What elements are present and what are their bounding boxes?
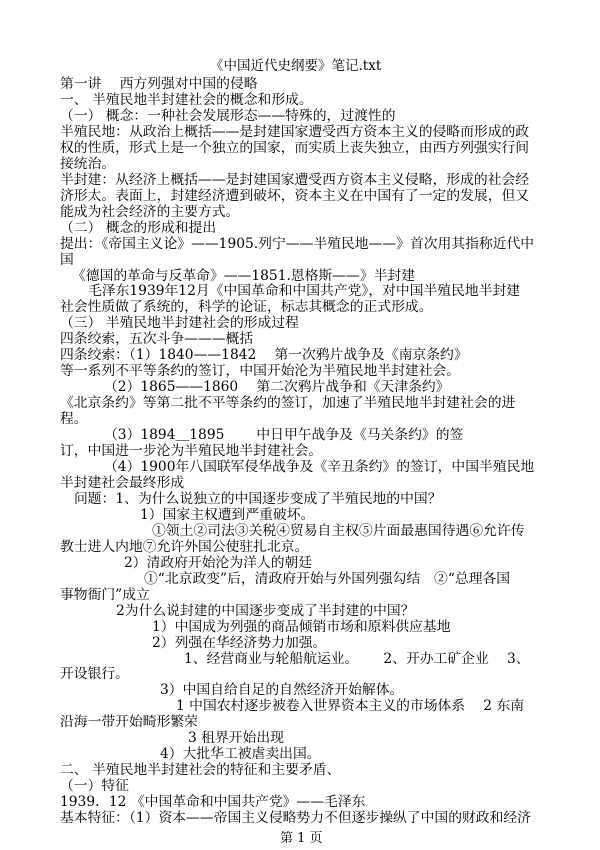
text-line: 教士进人内地⑦允许外国公使驻扎北京。 — [60, 538, 309, 555]
text-line: 《德国的革命与反革命》——1851.恩格斯——》半封建 — [72, 267, 416, 284]
text-line: 1939．12 《中国革命和中国共产党》——毛泽东 — [60, 794, 366, 811]
text-line: 沿海一带开始畸形繁荣 — [60, 714, 198, 731]
text-line: （4）1900年八国联军侵华战争及《辛丑条约》的签订，中国半殖民地 — [104, 459, 535, 475]
page-number: 第 1 页 — [280, 831, 323, 846]
text-line: 开设银行。 — [60, 666, 129, 683]
text-line: 1 中国农村逐步被卷入世界资本主义的市场体系 2 东南 — [176, 698, 525, 715]
text-line: （3）1894＿1895 中日甲午战争及《马关条约》的签 — [104, 427, 464, 444]
text-line: 等一系列不平等条约的签订，中国开始沦为半殖民地半封建社会。 — [60, 363, 461, 380]
text-line: 3 租界开始出现 — [188, 730, 284, 747]
text-line: 2）清政府开始沦为洋人的朝廷 — [124, 554, 313, 571]
text-line: 半殖民地：从政治上概括——是封建国家遭受西方资本主义的侵略而形成的政 — [60, 123, 530, 140]
text-line: 半封建：从经济上概括——是封建国家遭受西方资本主义侵略，形成的社会经 — [60, 171, 530, 188]
text-line: 四条绞索：（1）1840——1842 第一次鸦片战争及《南京条约》 — [60, 347, 468, 364]
text-line: 接统治。 — [60, 155, 116, 172]
text-line: 订，中国进一步沦为半殖民地半封建社会。 — [60, 443, 323, 459]
text-line: 第一讲 西方列强对中国的侵略 — [60, 76, 258, 92]
text-line: ①“北京政变”后，清政府开始与外国列强勾结 ②“总理各国 — [144, 570, 511, 587]
text-line: 二、 半殖民地半封建社会的特征和主要矛盾、 — [60, 762, 341, 779]
text-line: 4）大批华工被虐卖出国。 — [160, 746, 321, 763]
text-line: 四条绞索，五次斗争———概括 — [60, 331, 254, 348]
text-line: 毛泽东1939年12月《中国革命和中国共产党》，对中国半殖民地半封建 — [88, 283, 521, 300]
text-line: 社会性质做了系统的，科学的论证，标志其概念的正式形成。 — [60, 299, 433, 316]
text-line: （一）特征 — [60, 778, 129, 795]
text-line: 权的性质，形式上是一个独立的国家，而实质上丧失独立，由西方列强实行间 — [60, 139, 530, 156]
text-line: 国 — [60, 251, 74, 268]
text-line: 1）中国成为列强的商品倾销市场和原料供应基地 — [152, 618, 451, 635]
text-line: 问题：1、为什么说独立的中国逐步变成了半殖民地的中国？ — [74, 490, 442, 507]
text-line: 2为什么说封建的中国逐步变成了半封建的中国？ — [116, 602, 415, 619]
text-line: （三） 半殖民地半封建社会的形成过程 — [60, 315, 299, 332]
text-line: 1、经营商业与轮船航运业。 2、开办工矿企业 3、 — [184, 650, 530, 667]
text-line: 提出：《帝国主义论》——1905.列宁——半殖民地——》首次用其指称近代中 — [60, 235, 535, 252]
text-line: （一） 概念：一种社会发展形态——特殊的，过渡性的 — [60, 107, 396, 124]
text-line: 事物衙门”成立 — [60, 586, 150, 603]
text-line: 半封建社会最终形成 — [60, 474, 185, 491]
text-line: ①领土②司法③关税④贸易自主权⑤片面最惠国待遇⑥允许传 — [152, 522, 525, 539]
text-line: 一、 半殖民地半封建社会的概念和形成。 — [60, 92, 313, 108]
text-line: 2）列强在华经济势力加强。 — [152, 634, 327, 651]
text-line: 能成为社会经济的主要方式。 — [60, 203, 240, 220]
text-line: 《北京条约》等第二批不平等条约的签订，加速了半殖民地半封建社会的进 — [60, 395, 516, 412]
text-line: 3）中国自给自足的自然经济开始解体。 — [160, 682, 404, 699]
text-line: （二） 概念的形成和提出 — [60, 219, 217, 236]
text-line: 济形太。表面上，封建经济遭到破坏，资本主义在中国有了一定的发展，但又 — [60, 187, 530, 204]
document-title: 《中国近代史纲要》笔记.txt — [210, 58, 382, 74]
text-line: 1）国家主权遭到严重破坏。 — [140, 506, 315, 523]
text-line: 基本特征：（1）资本——帝国主义侵略势力不但逐步操纵了中国的财政和经济 — [60, 810, 531, 826]
text-line: （2）1865——1860 第二次鸦片战争和《天津条约》 — [104, 379, 450, 396]
text-line: 程。 — [60, 411, 88, 428]
